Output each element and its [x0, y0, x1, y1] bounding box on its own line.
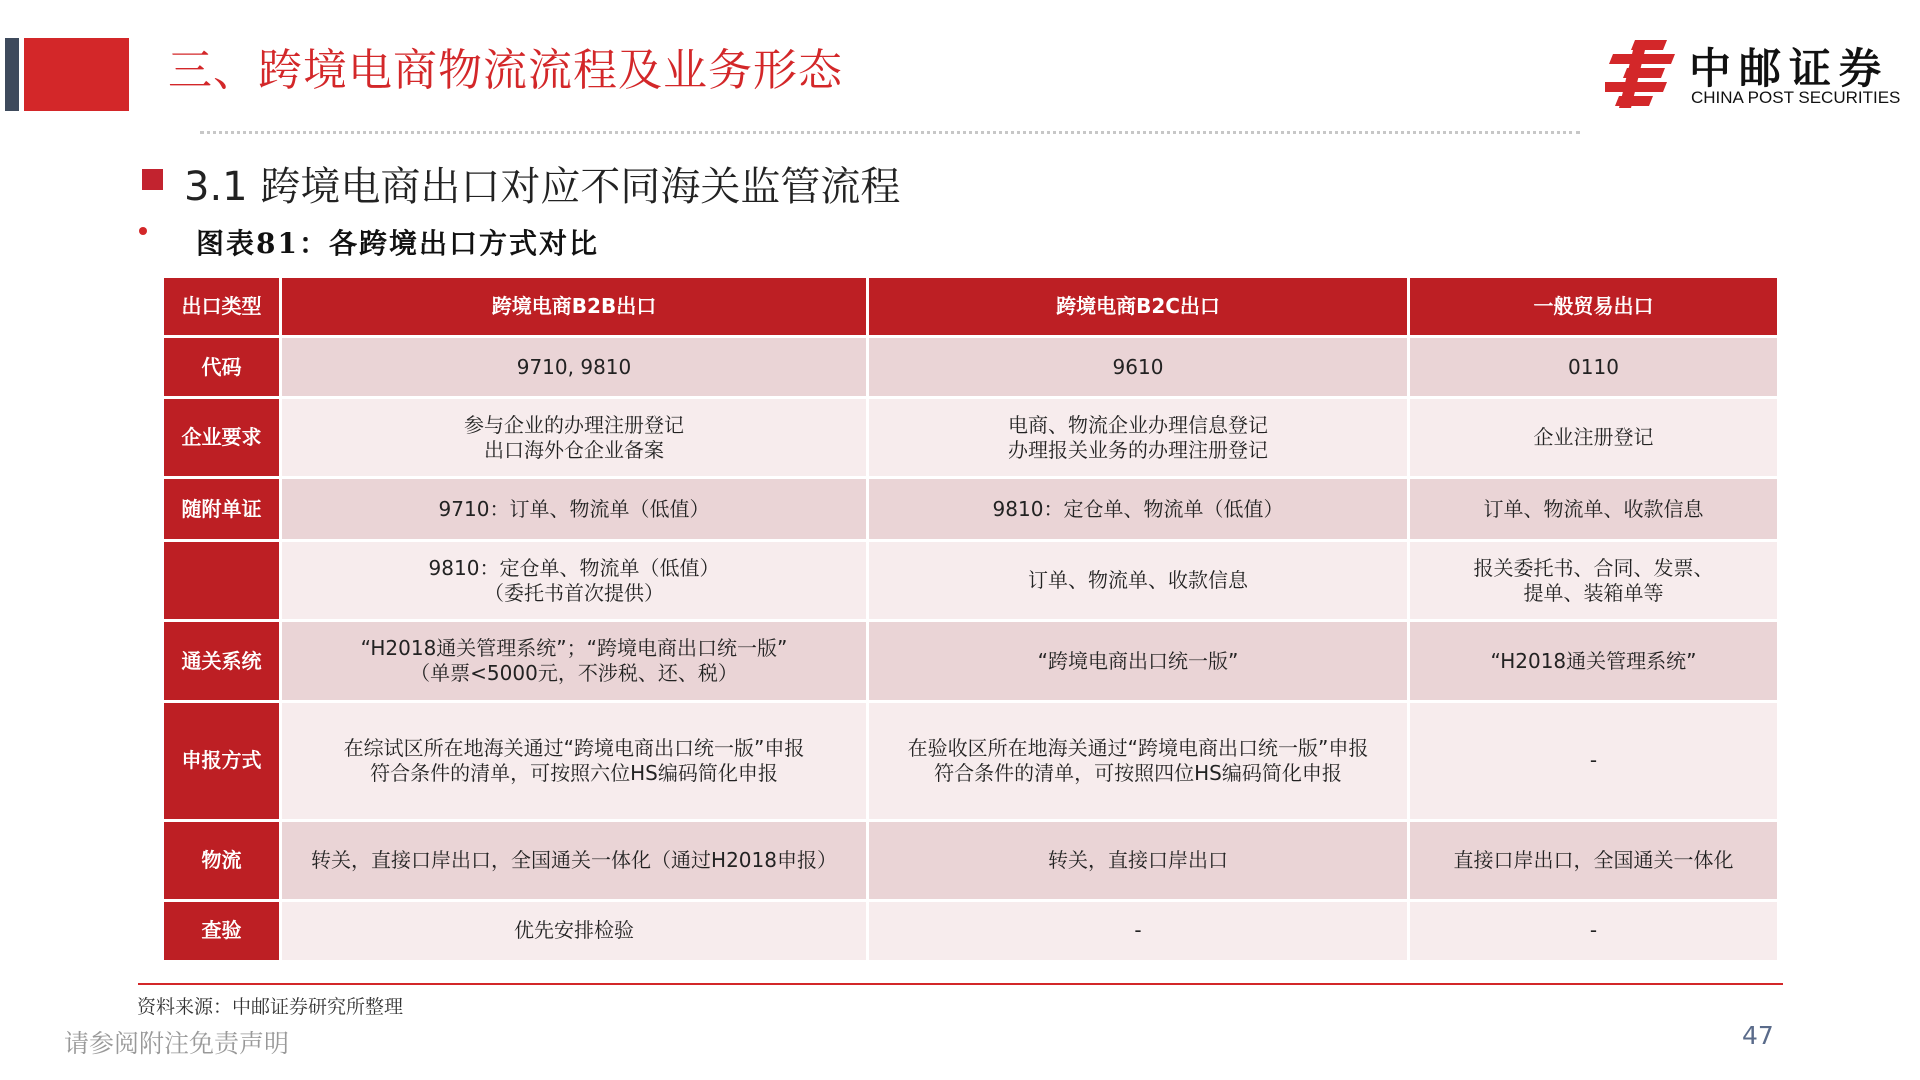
logo-english-name: CHINA POST SECURITIES [1691, 88, 1901, 107]
table-cell: 9710：订单、物流单（低值） [282, 479, 866, 539]
subsection-title: 3.1 跨境电商出口对应不同海关监管流程 [184, 164, 901, 210]
table-cell: 9710, 9810 [282, 338, 866, 396]
row-label: 通关系统 [164, 622, 279, 699]
table-cell: - [1410, 902, 1777, 960]
table-cell: “H2018通关管理系统”；“跨境电商出口统一版” （单票<5000元，不涉税、还、税） [282, 622, 866, 699]
left-accent-bar-red [24, 38, 129, 111]
table-cell: 订单、物流单、收款信息 [1410, 479, 1777, 539]
figure-title: 图表81：各跨境出口方式对比 [196, 227, 599, 260]
header-cell-b2c: 跨境电商B2C出口 [869, 278, 1407, 335]
table-row [164, 822, 1777, 899]
table-header-row [164, 278, 1777, 335]
table-row [164, 622, 1777, 699]
table-cell: 优先安排检验 [282, 902, 866, 960]
table-cell: “跨境电商出口统一版” [869, 622, 1407, 699]
table-cell: 报关委托书、合同、发票、 提单、装箱单等 [1410, 542, 1777, 619]
disclaimer-text: 请参阅附注免责声明 [64, 1029, 290, 1058]
table-cell: - [1410, 703, 1777, 819]
row-label: 代码 [164, 338, 279, 396]
row-label: 查验 [164, 902, 279, 960]
table-cell: 转关，直接口岸出口 [869, 822, 1407, 899]
table-row [164, 703, 1777, 819]
header-cell-b2b: 跨境电商B2B出口 [282, 278, 866, 335]
table-row [164, 479, 1777, 539]
subtitle-square-icon [142, 169, 163, 190]
table-cell: 9810：定仓单、物流单（低值） （委托书首次提供） [282, 542, 866, 619]
table-cell: 在验收区所在地海关通过“跨境电商出口统一版”申报 符合条件的清单，可按照四位HS编码简化申报 [869, 703, 1407, 819]
header-divider [200, 131, 1580, 134]
comparison-table [161, 275, 1780, 963]
table-cell: “H2018通关管理系统” [1410, 622, 1777, 699]
header-cell-general: 一般贸易出口 [1410, 278, 1777, 335]
table-cell: 参与企业的办理注册登记 出口海外仓企业备案 [282, 399, 866, 476]
row-label: 随附单证 [164, 479, 279, 539]
table-cell: 订单、物流单、收款信息 [869, 542, 1407, 619]
row-label: 物流 [164, 822, 279, 899]
table-cell: 9610 [869, 338, 1407, 396]
table-cell: - [869, 902, 1407, 960]
china-post-logo-icon [1605, 40, 1677, 108]
table-row [164, 399, 1777, 476]
table-row [164, 902, 1777, 960]
table-cell: 9810：定仓单、物流单（低值） [869, 479, 1407, 539]
table-cell: 在综试区所在地海关通过“跨境电商出口统一版”申报 符合条件的清单，可按照六位HS编码简化申报 [282, 703, 866, 819]
table-row [164, 542, 1777, 619]
bullet-dot-icon [139, 227, 147, 235]
left-accent-bar-dark [5, 38, 19, 111]
section-title: 三、跨境电商物流流程及业务形态 [168, 45, 843, 96]
table-row [164, 338, 1777, 396]
row-label [164, 542, 279, 619]
footer-divider [138, 983, 1783, 985]
table-cell: 转关，直接口岸出口，全国通关一体化（通过H2018申报） [282, 822, 866, 899]
table-cell: 电商、物流企业办理信息登记 办理报关业务的办理注册登记 [869, 399, 1407, 476]
page-number: 47 [1742, 1021, 1774, 1050]
row-label: 申报方式 [164, 703, 279, 819]
company-logo [1605, 36, 1901, 112]
table-cell: 直接口岸出口，全国通关一体化 [1410, 822, 1777, 899]
table-cell: 0110 [1410, 338, 1777, 396]
header-cell-type: 出口类型 [164, 278, 279, 335]
table-cell: 企业注册登记 [1410, 399, 1777, 476]
logo-chinese-name: 中邮证券 [1689, 44, 1890, 93]
source-note: 资料来源：中邮证券研究所整理 [137, 996, 404, 1018]
row-label: 企业要求 [164, 399, 279, 476]
